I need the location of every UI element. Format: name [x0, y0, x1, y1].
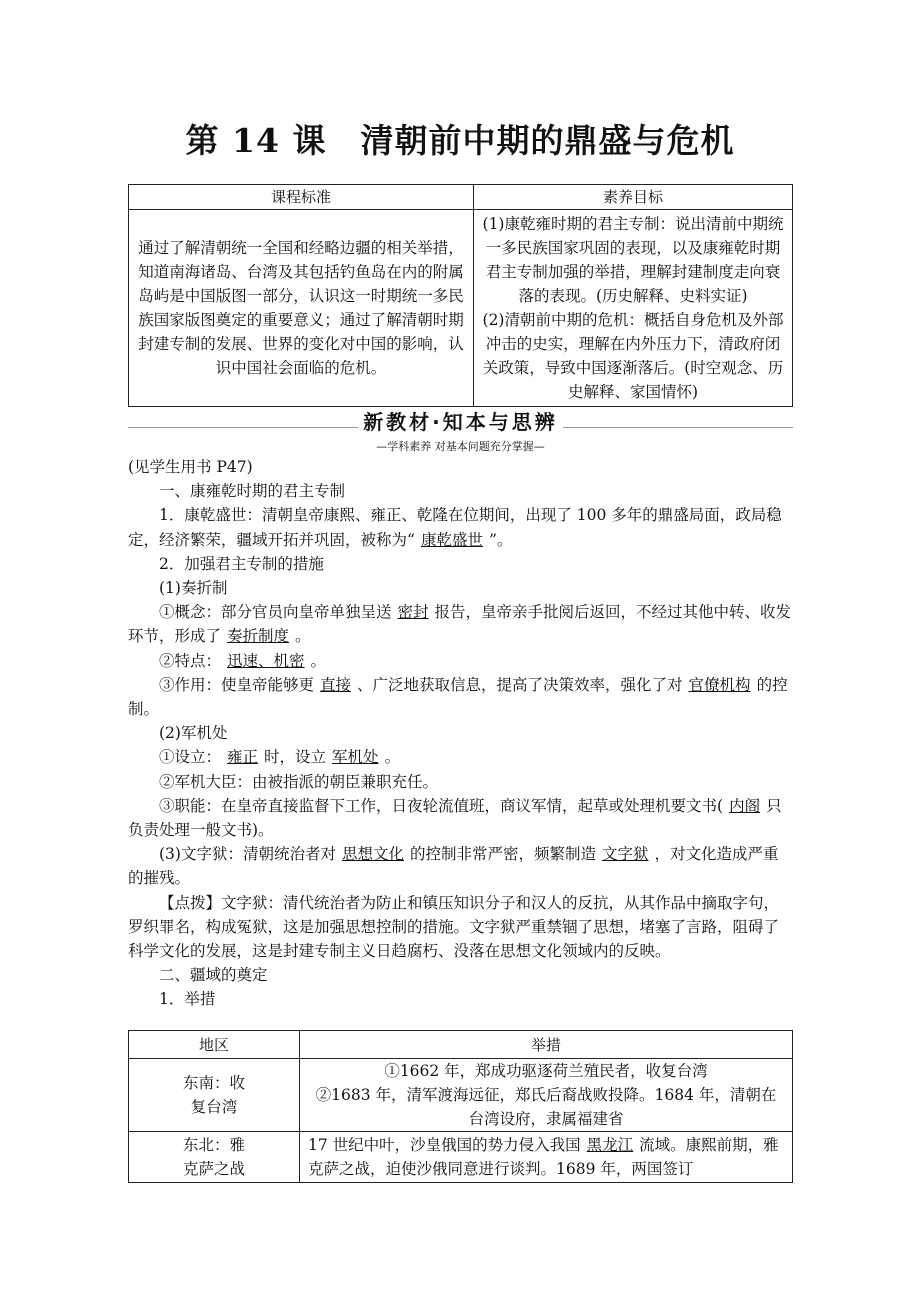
section-subheading: —学科素养 对基本问题充分掌握—	[376, 440, 545, 453]
main-content	[128, 455, 792, 1012]
divider-left	[128, 427, 358, 428]
answer-blank: 思想文化	[341, 845, 404, 864]
answer-blank: 军机处	[332, 748, 379, 767]
standards-header-right: 素养目标	[474, 185, 793, 210]
answer-blank: 密封	[397, 603, 429, 622]
literacy-goal-2: (2)清朝前中期的危机：概括自身危机及外部冲击的史实，理解在内外压力下，清政府闭关政策，导致中国逐渐落后。(时空观念、历史解释、家国情怀)	[482, 311, 784, 401]
text: 时，设立	[264, 748, 327, 767]
section-2-subtitle: 1．举措	[159, 990, 216, 1009]
measures-header-measure: 举措	[300, 1031, 793, 1059]
tip-label: 【点拨】	[159, 893, 222, 912]
answer-blank: 内阁	[729, 796, 761, 815]
region-line: 东北：雅	[182, 1136, 245, 1154]
region-line: 复台湾	[190, 1098, 238, 1116]
section-heading: 新教材·知本与思辨	[363, 410, 558, 434]
divider-right	[563, 427, 793, 428]
region-line: 克萨之战	[182, 1160, 245, 1178]
measure-cell	[300, 1059, 793, 1132]
text: ②特点：	[159, 651, 222, 670]
text: ③职能：在皇帝直接监督下工作，日夜轮流值班，商议军情，起草或处理机要文书(	[159, 796, 724, 815]
section-band	[128, 402, 793, 454]
text: 。	[310, 651, 327, 670]
text: 的控制非常严密，频繁制造	[409, 845, 596, 864]
standards-header-left: 课程标准	[129, 185, 474, 210]
paragraph-memorial: (1)奏折制	[159, 579, 228, 598]
text: ①设立：	[159, 748, 222, 767]
answer-blank: 黑龙江	[586, 1136, 634, 1154]
literacy-goal-1: (1)康乾雍时期的君主专制：说出清前中期统一多民族国家巩固的表现，以及康雍乾时期君主专制加强的举措，理解封建制度走向衰落的表现。(历史解释、史料实证)	[482, 215, 784, 305]
measure-line: ②1683 年，清军渡海远征，郑氏后裔战败投降。1684 年，清朝在台湾设府，隶属福建省	[315, 1086, 777, 1128]
text: 、广泛地获取信息，提高了决策效率，强化了对	[357, 675, 683, 694]
text: 1．康乾盛世：清朝皇帝康熙、雍正、乾隆在位期间，出现了 100 多年的鼎盛局面，政局稳定，经济繁荣，疆域开拓并巩固，被称为“	[128, 506, 782, 549]
answer-blank: 文字狱	[602, 845, 649, 864]
answer-blank: 奏折制度	[227, 627, 290, 646]
page-title	[128, 115, 792, 162]
region-line: 东南：收	[182, 1074, 245, 1092]
standards-table	[128, 184, 793, 407]
text: ③作用：使皇帝能够更	[159, 675, 315, 694]
text: 17 世纪中叶，沙皇俄国的势力侵入我国	[308, 1136, 581, 1154]
section-1-title: 一、康雍乾时期的君主专制	[159, 482, 346, 501]
answer-blank: 康乾盛世	[420, 530, 483, 549]
text: 流域。康熙前期，雅克萨之战，迫使沙俄同意进行谈判。1689 年，两国签订	[308, 1136, 779, 1178]
paragraph-junjichu: (2)军机处	[159, 724, 228, 743]
tip-text: 文字狱：清代统治者为防止和镇压知识分子和汉人的反抗，从其作品中摘取字句，罗织罪名，构成冤狱，这是加强思想控制的措施。文字狱严重禁锢了思想，堵塞了言路，阻碍了科学文化的发展，这是封建专制主义日趋腐朽、没落在思想文化领域内的反映。	[128, 893, 780, 961]
course-standard-text: 通过了解清朝统一全国和经略边疆的相关举措，知道南海诸岛、台湾及其包括钓鱼岛在内的附属岛屿是中国版图一部分，认识这一时期统一多民族国家版图奠定的重要意义；通过了解清朝时期封建专制的发展、世界的变化对中国的影响，认识中国社会面临的危机。	[129, 210, 474, 407]
tip-paragraph	[128, 891, 792, 964]
text: 的控制。	[128, 675, 788, 719]
answer-blank: 迅速、机密	[227, 651, 305, 670]
measures-header-region: 地区	[129, 1031, 300, 1059]
text: 。	[295, 627, 311, 646]
region-cell	[129, 1059, 300, 1132]
answer-blank: 官僚机构	[688, 675, 751, 694]
paragraph-kangqian	[128, 503, 792, 551]
paragraph-establish	[128, 745, 792, 769]
measure-line: ①1662 年，郑成功驱逐荷兰殖民者，收复台湾	[384, 1062, 708, 1080]
paragraph-feature	[128, 649, 792, 673]
lesson-name: 清朝前中期的鼎盛与危机	[360, 121, 735, 160]
lesson-number: 第 14 课	[185, 121, 327, 160]
text: (3)文字狱：清朝统治者对	[159, 845, 336, 864]
paragraph-measures: 2．加强君主专制的措施	[159, 554, 324, 573]
text: ①概念：部分官员向皇帝单独呈送	[159, 603, 392, 622]
text: ”。	[488, 530, 513, 549]
table-row	[129, 1059, 793, 1132]
paragraph-ministers: ②军机大臣：由被指派的朝臣兼职充任。	[159, 772, 439, 791]
paragraph-function	[128, 794, 792, 842]
text: 。	[384, 748, 401, 767]
text: 只负责处理一般文书)。	[128, 796, 782, 840]
answer-blank: 直接	[320, 675, 352, 694]
region-cell	[129, 1132, 300, 1183]
paragraph-concept	[128, 600, 792, 648]
text: ，对文化造成严重的摧残。	[128, 845, 779, 888]
book-reference: (见学生用书 P47)	[128, 458, 253, 476]
measures-table	[128, 1030, 793, 1183]
measure-cell	[300, 1132, 793, 1183]
answer-blank: 雍正	[227, 748, 259, 767]
literacy-goals-cell	[474, 210, 793, 407]
paragraph-effect	[128, 673, 792, 721]
table-row	[129, 1132, 793, 1183]
text: 报告，皇帝亲手批阅后返回，不经过其他中转、收发环节，形成了	[128, 603, 792, 646]
paragraph-literary-inquisition	[128, 842, 792, 890]
section-2-title: 二、疆域的奠定	[159, 966, 268, 985]
